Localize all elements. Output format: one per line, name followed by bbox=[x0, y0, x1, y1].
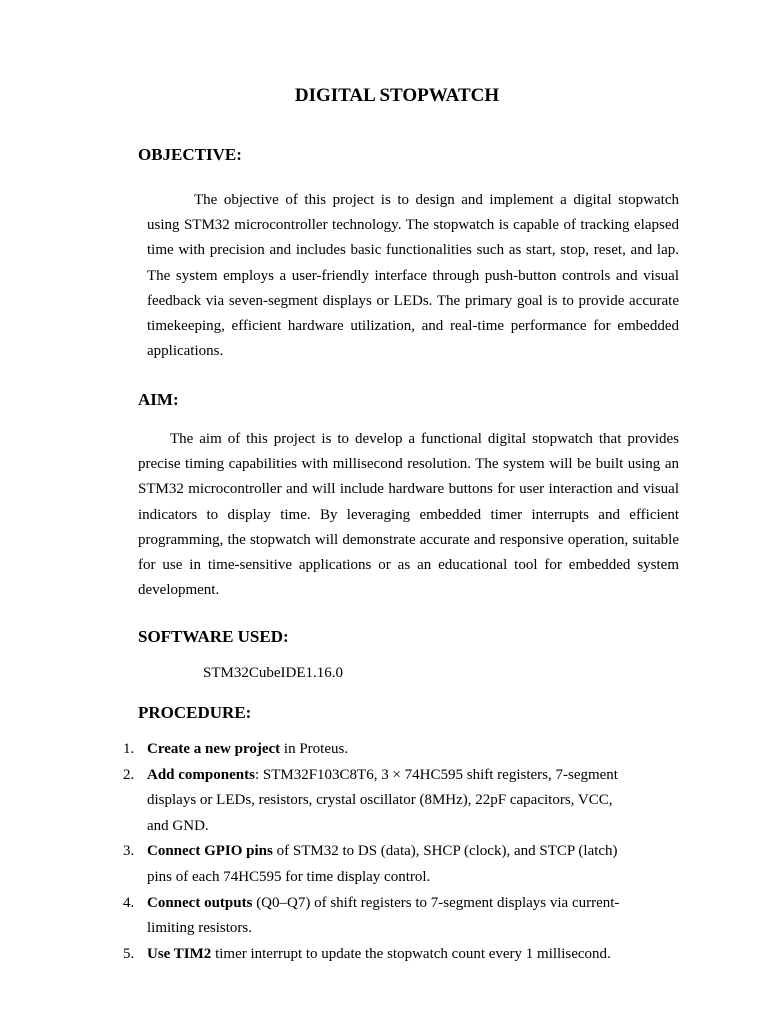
procedure-step bbox=[118, 891, 637, 942]
procedure-step bbox=[118, 839, 637, 890]
step-number: 2. bbox=[123, 766, 135, 783]
procedure-step bbox=[118, 763, 637, 840]
page-title: DIGITAL STOPWATCH bbox=[294, 85, 500, 106]
step-number: 5. bbox=[123, 945, 135, 962]
step-emphasis: Connect GPIO pins bbox=[147, 843, 273, 860]
aim-heading: AIM: bbox=[138, 390, 179, 409]
step-number: 4. bbox=[123, 894, 135, 911]
objective-heading: OBJECTIVE: bbox=[138, 145, 242, 164]
step-text: : STM32F103C8T6, 3 × 74HC595 shift registers, 7-segment displays or LEDs, resistors, crystal oscillator (8MHz), 22pF capacitors, VCC, and GND. bbox=[147, 766, 618, 834]
software-name: STM32CubeIDE1.16.0 bbox=[203, 665, 343, 681]
step-text: (Q0–Q7) of shift registers to 7-segment displays via current- limiting resistors. bbox=[147, 894, 620, 937]
procedure-list bbox=[118, 737, 678, 967]
step-text: in Proteus. bbox=[280, 741, 349, 757]
aim-paragraph: The aim of this project is to develop a functional digital stopwatch that provides precise timing capabilities with millisecond resolution. The system will be built using an STM32 microcontroller and will include hardware buttons for user interaction and visual indicators to display time. By leveraging embedded timer interrupts and efficient programming, the stopwatch will demonstrate accurate and responsive operation, suitable for use in time-sensitive applications or as an educational tool for embedded system development. bbox=[138, 431, 679, 599]
step-text: of STM32 to DS (data), SHCP (clock), and STCP (latch) pins of each 74HC595 for time display control. bbox=[147, 843, 618, 885]
step-number: 3. bbox=[123, 843, 135, 860]
step-number: 1. bbox=[123, 741, 135, 757]
step-emphasis: Add components bbox=[147, 766, 255, 783]
procedure-heading: PROCEDURE: bbox=[138, 703, 252, 722]
step-emphasis: Create a new project bbox=[147, 741, 281, 757]
step-text: timer interrupt to update the stopwatch count every 1 millisecond. bbox=[211, 945, 611, 962]
software-heading: SOFTWARE USED: bbox=[138, 627, 289, 646]
step-emphasis: Connect outputs bbox=[147, 894, 253, 911]
step-emphasis: Use TIM2 bbox=[147, 945, 212, 962]
procedure-step bbox=[118, 942, 637, 968]
procedure-step bbox=[118, 737, 637, 763]
objective-paragraph: The objective of this project is to design and implement a digital stopwatch using STM32 microcontroller technology. The stopwatch is capable of tracking elapsed time with precision and includes basic functionalities such as start, stop, reset, and lap. The system employs a user-friendly interface through push-button controls and visual feedback via seven-segment displays or LEDs. The primary goal is to provide accurate timekeeping, efficient hardware utilization, and real-time performance for embedded applications. bbox=[147, 192, 679, 360]
